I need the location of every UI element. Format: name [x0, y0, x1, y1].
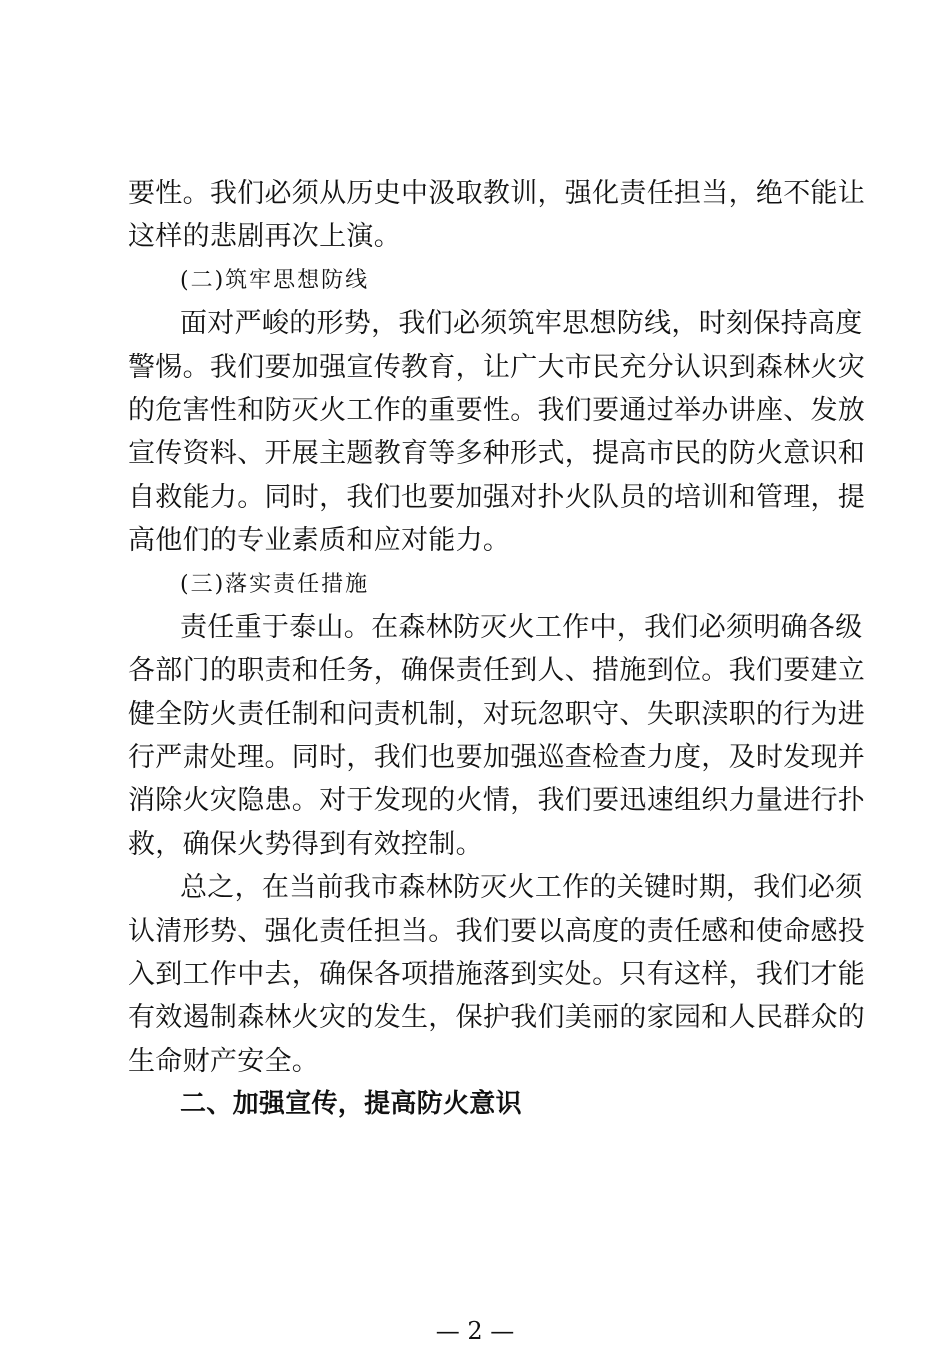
- text-line: 各部门的职责和任务，确保责任到人、措施到位。我们要建立: [128, 655, 866, 687]
- text-line: 警惕。我们要加强宣传教育，让广大市民充分认识到森林火灾: [128, 351, 866, 383]
- page-number: — 2 —: [435, 1317, 515, 1345]
- text-line: 高他们的专业素质和应对能力。: [128, 525, 511, 557]
- text-line: 的危害性和防灭火工作的重要性。我们要通过举办讲座、发放: [128, 394, 866, 426]
- text-line: 入到工作中去，确保各项措施落到实处。只有这样，我们才能: [128, 959, 866, 991]
- text-line: 总之，在当前我市森林防灭火工作的关键时期，我们必须: [180, 872, 863, 904]
- text-line: 生命财产安全。: [128, 1045, 320, 1077]
- paragraph: [128, 172, 866, 259]
- text-line: 宣传资料、开展主题教育等多种形式，提高市民的防火意识和: [128, 438, 866, 470]
- text-line: 这样的悲剧再次上演。: [128, 221, 401, 253]
- text-line: 消除火灾隐患。对于发现的火情，我们要迅速组织力量进行扑: [128, 785, 866, 817]
- text-line: 要性。我们必须从历史中汲取教训，强化责任担当，绝不能让: [128, 178, 866, 209]
- text-line: 责任重于泰山。在森林防灭火工作中，我们必须明确各级: [180, 611, 863, 643]
- text-line: (三)落实责任措施: [180, 571, 370, 597]
- text-line: 面对严峻的形势，我们必须筑牢思想防线，时刻保持高度: [180, 308, 863, 340]
- text-line: 健全防火责任制和问责机制，对玩忽职守、失职渎职的行为进: [128, 698, 866, 730]
- text-line: 行严肃处理。同时，我们也要加强巡查检查力度，及时发现并: [128, 742, 866, 774]
- section-heading: [128, 1083, 818, 1126]
- text-line: 认清形势、强化责任担当。我们要以高度的责任感和使命感投: [128, 915, 866, 947]
- text-line: 自救能力。同时，我们也要加强对扑火队员的培训和管理，提: [128, 481, 866, 513]
- subsection-heading: [128, 259, 818, 302]
- text-line: 救，确保火势得到有效控制。: [128, 828, 483, 860]
- text-line: (二)筑牢思想防线: [180, 267, 370, 293]
- paragraph: [128, 866, 866, 1083]
- document-body: [128, 172, 866, 1127]
- subsection-heading: [128, 563, 818, 606]
- paragraph: [128, 302, 866, 562]
- paragraph: [128, 606, 866, 866]
- text-line: 二、加强宣传，提高防火意识: [180, 1089, 522, 1120]
- text-line: 有效遏制森林火灾的发生，保护我们美丽的家园和人民群众的: [128, 1002, 866, 1034]
